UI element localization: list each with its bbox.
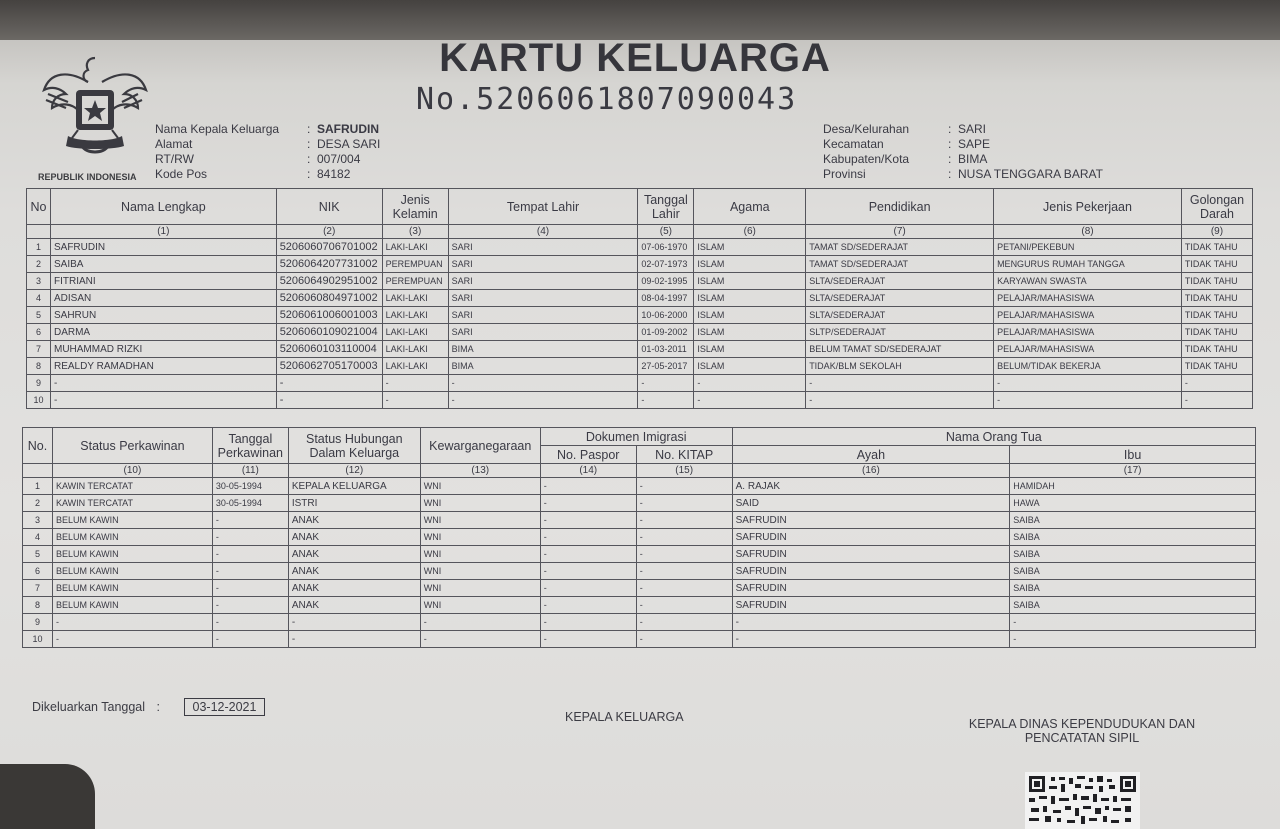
table-cell: -: [636, 512, 732, 529]
kepala-keluarga-signature-label: KEPALA KELUARGA: [565, 710, 684, 724]
table-cell: SAFRUDIN: [50, 239, 276, 256]
col-header: Ayah: [732, 446, 1010, 464]
header-label: Provinsi: [823, 167, 866, 181]
issued-colon: :: [156, 700, 161, 714]
table-row: [27, 290, 1253, 307]
table-row: [23, 512, 1256, 529]
table-cell: 5206060804971002: [276, 290, 382, 307]
header-label: Nama Kepala Keluarga: [155, 122, 280, 136]
header-row-provinsi: Provinsi : NUSA TENGGARA BARAT: [823, 167, 1103, 181]
table-cell: SAID: [732, 495, 1010, 512]
table-row: [23, 563, 1256, 580]
table-cell: SLTA/SEDERAJAT: [806, 290, 994, 307]
table-cell: -: [540, 529, 636, 546]
table-cell: -: [420, 631, 540, 648]
table-cell: 5206060109021004: [276, 324, 382, 341]
table-cell: 02-07-1973: [638, 256, 694, 273]
table-cell: -: [994, 375, 1182, 392]
col-header: No. Paspor: [540, 446, 636, 464]
col-header: Agama: [694, 189, 806, 225]
table-cell: -: [732, 631, 1010, 648]
issued-date: 03-12-2021: [184, 698, 266, 716]
table-cell: -: [540, 495, 636, 512]
col-header: No.: [23, 428, 53, 464]
table-cell: 08-04-1997: [638, 290, 694, 307]
col-header: Kewarganegaraan: [420, 428, 540, 464]
table-cell: TIDAK TAHU: [1181, 324, 1252, 341]
table-cell: SAIBA: [50, 256, 276, 273]
table-cell: -: [276, 392, 382, 409]
table-cell: BELUM KAWIN: [52, 597, 212, 614]
table-cell: LAKI-LAKI: [382, 341, 448, 358]
header-label: Desa/Kelurahan: [823, 122, 910, 136]
table-cell: -: [638, 392, 694, 409]
header-value: 007/004: [317, 152, 361, 166]
table-cell: SAIBA: [1010, 563, 1256, 580]
header-row-desa: Desa/Kelurahan : SARI: [823, 122, 987, 136]
table-cell: ISLAM: [694, 341, 806, 358]
table-cell: 8: [27, 358, 51, 375]
table-cell: -: [448, 375, 638, 392]
table-cell: 5: [23, 546, 53, 563]
table-cell: SLTA/SEDERAJAT: [806, 307, 994, 324]
table-cell: 5206062705170003: [276, 358, 382, 375]
table-cell: ANAK: [288, 580, 420, 597]
table-cell: -: [212, 546, 288, 563]
table-cell: TIDAK TAHU: [1181, 239, 1252, 256]
table-body: [27, 225, 1253, 409]
table-cell: BELUM KAWIN: [52, 512, 212, 529]
table-row: [23, 546, 1256, 563]
header-row-kecamatan: Kecamatan : SAPE: [823, 137, 991, 151]
table-cell: -: [212, 597, 288, 614]
table-cell: 4: [23, 529, 53, 546]
header-row-kepala: Nama Kepala Keluarga : SAFRUDIN: [155, 122, 379, 136]
column-index: (7): [806, 225, 994, 239]
table-cell: 8: [23, 597, 53, 614]
photo-shadow: [0, 0, 1280, 40]
col-header: Ibu: [1010, 446, 1256, 464]
table-cell: SAFRUDIN: [732, 563, 1010, 580]
table-cell: LAKI-LAKI: [382, 307, 448, 324]
emblem-label: REPUBLIK INDONESIA: [38, 172, 137, 182]
table-cell: -: [540, 563, 636, 580]
table-cell: PELAJAR/MAHASISWA: [994, 290, 1182, 307]
header-label: Alamat: [155, 137, 193, 151]
table-cell: WNI: [420, 478, 540, 495]
table-cell: -: [994, 392, 1182, 409]
table-cell: -: [540, 546, 636, 563]
col-header: No: [27, 189, 51, 225]
table-row: [23, 495, 1256, 512]
table-cell: 9: [23, 614, 53, 631]
col-header: Nama Lengkap: [50, 189, 276, 225]
table-cell: ANAK: [288, 597, 420, 614]
table-cell: SAFRUDIN: [732, 529, 1010, 546]
table-cell: 30-05-1994: [212, 478, 288, 495]
table-cell: DARMA: [50, 324, 276, 341]
table-cell: 5206060706701002: [276, 239, 382, 256]
table-row: [27, 375, 1253, 392]
header-label: Kode Pos: [155, 167, 208, 181]
col-header: NIK: [276, 189, 382, 225]
col-header: Nama Orang Tua: [732, 428, 1255, 446]
kepala-dinas-line1: KEPALA DINAS KEPENDUDUKAN DAN: [968, 717, 1196, 731]
table-cell: -: [636, 495, 732, 512]
table-cell: -: [212, 614, 288, 631]
table-cell: -: [806, 375, 994, 392]
table-cell: 10: [23, 631, 53, 648]
table-cell: -: [212, 563, 288, 580]
table-cell: PELAJAR/MAHASISWA: [994, 341, 1182, 358]
table-cell: KEPALA KELUARGA: [288, 478, 420, 495]
table-cell: PEREMPUAN: [382, 273, 448, 290]
table-cell: -: [636, 631, 732, 648]
table-header-row: [27, 189, 1253, 225]
table-cell: -: [806, 392, 994, 409]
table-cell: ISLAM: [694, 358, 806, 375]
col-header: Status Hubungan Dalam Keluarga: [288, 428, 420, 464]
table-cell: 7: [23, 580, 53, 597]
table-cell: 1: [23, 478, 53, 495]
header-value: SAFRUDIN: [317, 122, 379, 136]
family-status-table: [22, 427, 1256, 648]
table-cell: 7: [27, 341, 51, 358]
header-value: NUSA TENGGARA BARAT: [958, 167, 1103, 181]
table-cell: MENGURUS RUMAH TANGGA: [994, 256, 1182, 273]
table-row: [23, 631, 1256, 648]
col-header: No. KITAP: [636, 446, 732, 464]
table-cell: SAFRUDIN: [732, 597, 1010, 614]
table-cell: ISLAM: [694, 290, 806, 307]
table-row: [27, 256, 1253, 273]
issued-label: Dikeluarkan Tanggal: [32, 700, 146, 714]
table-cell: 1: [27, 239, 51, 256]
table-cell: 3: [23, 512, 53, 529]
col-header: Dokumen Imigrasi: [540, 428, 732, 446]
table-cell: SAIBA: [1010, 512, 1256, 529]
column-index: [27, 225, 51, 239]
table-cell: 9: [27, 375, 51, 392]
kk-number: No.5206061807090043: [416, 82, 798, 117]
table-cell: -: [694, 375, 806, 392]
table-cell: -: [212, 580, 288, 597]
column-index-row: [27, 225, 1253, 239]
col-header: Jenis Pekerjaan: [994, 189, 1182, 225]
column-index: (4): [448, 225, 638, 239]
table-cell: TIDAK TAHU: [1181, 307, 1252, 324]
table-cell: HAWA: [1010, 495, 1256, 512]
table-cell: MUHAMMAD RIZKI: [50, 341, 276, 358]
table-header-row: [23, 428, 1256, 446]
qr-code-icon: [1025, 772, 1140, 829]
table-cell: FITRIANI: [50, 273, 276, 290]
table-cell: SAIBA: [1010, 597, 1256, 614]
header-row-alamat: Alamat : DESA SARI: [155, 137, 381, 151]
header-left: [155, 122, 380, 182]
table-cell: -: [1010, 631, 1256, 648]
issued-date-section: [32, 700, 265, 714]
table-cell: -: [288, 614, 420, 631]
table-cell: -: [52, 631, 212, 648]
header-value: 84182: [317, 167, 351, 181]
column-index: (14): [540, 464, 636, 478]
table-cell: KARYAWAN SWASTA: [994, 273, 1182, 290]
table-cell: 30-05-1994: [212, 495, 288, 512]
table-cell: HAMIDAH: [1010, 478, 1256, 495]
header-row-kabupaten: Kabupaten/Kota : BIMA: [823, 152, 988, 166]
table-cell: -: [540, 631, 636, 648]
table-cell: ADISAN: [50, 290, 276, 307]
table-cell: TIDAK TAHU: [1181, 273, 1252, 290]
table-cell: 3: [27, 273, 51, 290]
table-cell: -: [1181, 375, 1252, 392]
table-cell: 5206064207731002: [276, 256, 382, 273]
table-cell: TAMAT SD/SEDERAJAT: [806, 239, 994, 256]
table-cell: PETANI/PEKEBUN: [994, 239, 1182, 256]
table-cell: SARI: [448, 273, 638, 290]
table-row: [27, 307, 1253, 324]
table-cell: SAFRUDIN: [732, 512, 1010, 529]
table-row: [27, 358, 1253, 375]
table-cell: 6: [23, 563, 53, 580]
table-cell: -: [1010, 614, 1256, 631]
header-value: SAPE: [958, 137, 991, 151]
col-header: Jenis Kelamin: [382, 189, 448, 225]
table-cell: 07-06-1970: [638, 239, 694, 256]
table-cell: -: [636, 597, 732, 614]
table-cell: PELAJAR/MAHASISWA: [994, 324, 1182, 341]
table-cell: 09-02-1995: [638, 273, 694, 290]
column-index: (1): [50, 225, 276, 239]
table-cell: BELUM KAWIN: [52, 546, 212, 563]
table-cell: SAIBA: [1010, 529, 1256, 546]
table-cell: -: [540, 614, 636, 631]
table-cell: 5206060103110004: [276, 341, 382, 358]
table-row: [23, 478, 1256, 495]
table-cell: ANAK: [288, 563, 420, 580]
table-cell: -: [540, 478, 636, 495]
table-cell: -: [288, 631, 420, 648]
table-cell: ISLAM: [694, 256, 806, 273]
table-cell: WNI: [420, 529, 540, 546]
table-cell: -: [732, 614, 1010, 631]
column-index: (3): [382, 225, 448, 239]
table-row: [23, 580, 1256, 597]
table-cell: ANAK: [288, 512, 420, 529]
table-row: [23, 529, 1256, 546]
table-cell: WNI: [420, 495, 540, 512]
table-cell: SAFRUDIN: [732, 580, 1010, 597]
table-cell: LAKI-LAKI: [382, 239, 448, 256]
table-cell: ANAK: [288, 529, 420, 546]
table-cell: -: [276, 375, 382, 392]
table-cell: SARI: [448, 256, 638, 273]
table-cell: SAHRUN: [50, 307, 276, 324]
table-cell: -: [212, 529, 288, 546]
table-cell: WNI: [420, 512, 540, 529]
table-cell: PELAJAR/MAHASISWA: [994, 307, 1182, 324]
table-cell: ISLAM: [694, 307, 806, 324]
table-cell: -: [382, 392, 448, 409]
table-cell: BELUM TAMAT SD/SEDERAJAT: [806, 341, 994, 358]
table-cell: 10-06-2000: [638, 307, 694, 324]
table-cell: TIDAK/BLM SEKOLAH: [806, 358, 994, 375]
table-row: [23, 597, 1256, 614]
table-cell: -: [694, 392, 806, 409]
table-row: [27, 392, 1253, 409]
table-cell: SAIBA: [1010, 546, 1256, 563]
table-cell: 10: [27, 392, 51, 409]
table-body: [23, 464, 1256, 648]
table-cell: 5206061006001003: [276, 307, 382, 324]
table-cell: ISLAM: [694, 324, 806, 341]
table-cell: ANAK: [288, 546, 420, 563]
column-index: (8): [994, 225, 1182, 239]
column-index-row: [23, 464, 1256, 478]
col-header: Status Perkawinan: [52, 428, 212, 464]
table-cell: -: [540, 512, 636, 529]
table-cell: -: [636, 529, 732, 546]
header-value: BIMA: [958, 152, 988, 166]
table-cell: SLTA/SEDERAJAT: [806, 273, 994, 290]
header-value: SARI: [958, 122, 987, 136]
table-cell: 01-03-2011: [638, 341, 694, 358]
kepala-dinas-label: [952, 717, 1212, 745]
column-index: (13): [420, 464, 540, 478]
table-cell: ISLAM: [694, 273, 806, 290]
table-cell: TIDAK TAHU: [1181, 358, 1252, 375]
table-row: [27, 324, 1253, 341]
column-index: (5): [638, 225, 694, 239]
table-cell: SARI: [448, 290, 638, 307]
table-cell: -: [638, 375, 694, 392]
table-cell: BELUM/TIDAK BEKERJA: [994, 358, 1182, 375]
table-cell: TIDAK TAHU: [1181, 256, 1252, 273]
table-cell: SARI: [448, 324, 638, 341]
table-cell: 4: [27, 290, 51, 307]
table-cell: -: [420, 614, 540, 631]
table-cell: -: [382, 375, 448, 392]
column-index: (11): [212, 464, 288, 478]
table-cell: -: [448, 392, 638, 409]
column-index: (17): [1010, 464, 1256, 478]
table-cell: -: [636, 563, 732, 580]
header-row-rtrw: RT/RW : 007/004: [155, 152, 361, 166]
table-cell: KAWIN TERCATAT: [52, 495, 212, 512]
table-cell: -: [212, 512, 288, 529]
col-header: Golongan Darah: [1181, 189, 1252, 225]
table-cell: WNI: [420, 546, 540, 563]
col-header: Tanggal Lahir: [638, 189, 694, 225]
table-cell: -: [636, 478, 732, 495]
column-index: (9): [1181, 225, 1252, 239]
table-cell: 5: [27, 307, 51, 324]
table-cell: SAIBA: [1010, 580, 1256, 597]
column-index: (15): [636, 464, 732, 478]
table-cell: -: [52, 614, 212, 631]
table-cell: PEREMPUAN: [382, 256, 448, 273]
table-cell: LAKI-LAKI: [382, 324, 448, 341]
table-cell: -: [540, 597, 636, 614]
table-cell: TIDAK TAHU: [1181, 341, 1252, 358]
col-header: Pendidikan: [806, 189, 994, 225]
table-cell: -: [1181, 392, 1252, 409]
col-header: Tanggal Perkawinan: [212, 428, 288, 464]
thumb-shadow: [0, 764, 95, 829]
column-index: [23, 464, 53, 478]
column-index: (10): [52, 464, 212, 478]
header-label: RT/RW: [155, 152, 194, 166]
table-cell: 2: [27, 256, 51, 273]
kepala-dinas-line2: PENCATATAN SIPIL: [1024, 731, 1140, 745]
table-cell: TAMAT SD/SEDERAJAT: [806, 256, 994, 273]
table-cell: 27-05-2017: [638, 358, 694, 375]
table-cell: -: [212, 631, 288, 648]
table-cell: -: [540, 580, 636, 597]
table-cell: WNI: [420, 580, 540, 597]
table-row: [27, 273, 1253, 290]
column-index: (16): [732, 464, 1010, 478]
column-index: (12): [288, 464, 420, 478]
column-index: (6): [694, 225, 806, 239]
table-cell: -: [50, 392, 276, 409]
header-label: Kabupaten/Kota: [823, 152, 910, 166]
table-cell: ISLAM: [694, 239, 806, 256]
table-cell: KAWIN TERCATAT: [52, 478, 212, 495]
table-cell: BIMA: [448, 341, 638, 358]
table-cell: -: [50, 375, 276, 392]
header-row-kodepos: Kode Pos : 84182: [155, 167, 351, 181]
table-row: [23, 614, 1256, 631]
table-cell: -: [636, 580, 732, 597]
table-cell: -: [636, 614, 732, 631]
table-cell: 2: [23, 495, 53, 512]
table-cell: BELUM KAWIN: [52, 580, 212, 597]
family-members-table: [26, 188, 1253, 409]
table-cell: WNI: [420, 597, 540, 614]
table-cell: REALDY RAMADHAN: [50, 358, 276, 375]
table-cell: BELUM KAWIN: [52, 563, 212, 580]
table-cell: SLTP/SEDERAJAT: [806, 324, 994, 341]
table-cell: 5206064902951002: [276, 273, 382, 290]
table-cell: WNI: [420, 563, 540, 580]
table-cell: BELUM KAWIN: [52, 529, 212, 546]
table-cell: SAFRUDIN: [732, 546, 1010, 563]
table-cell: BIMA: [448, 358, 638, 375]
table-cell: LAKI-LAKI: [382, 290, 448, 307]
col-header: Tempat Lahir: [448, 189, 638, 225]
table-cell: 6: [27, 324, 51, 341]
table-cell: LAKI-LAKI: [382, 358, 448, 375]
table-cell: SARI: [448, 239, 638, 256]
header-label: Kecamatan: [823, 137, 884, 151]
table-row: [27, 239, 1253, 256]
column-index: (2): [276, 225, 382, 239]
header-right: [823, 122, 1103, 182]
document-title: KARTU KELUARGA: [439, 36, 831, 80]
table-cell: TIDAK TAHU: [1181, 290, 1252, 307]
table-row: [27, 341, 1253, 358]
table-cell: SARI: [448, 307, 638, 324]
table-cell: -: [636, 546, 732, 563]
header-value: DESA SARI: [317, 137, 381, 151]
table-cell: A. RAJAK: [732, 478, 1010, 495]
table-cell: 01-09-2002: [638, 324, 694, 341]
table-cell: ISTRI: [288, 495, 420, 512]
